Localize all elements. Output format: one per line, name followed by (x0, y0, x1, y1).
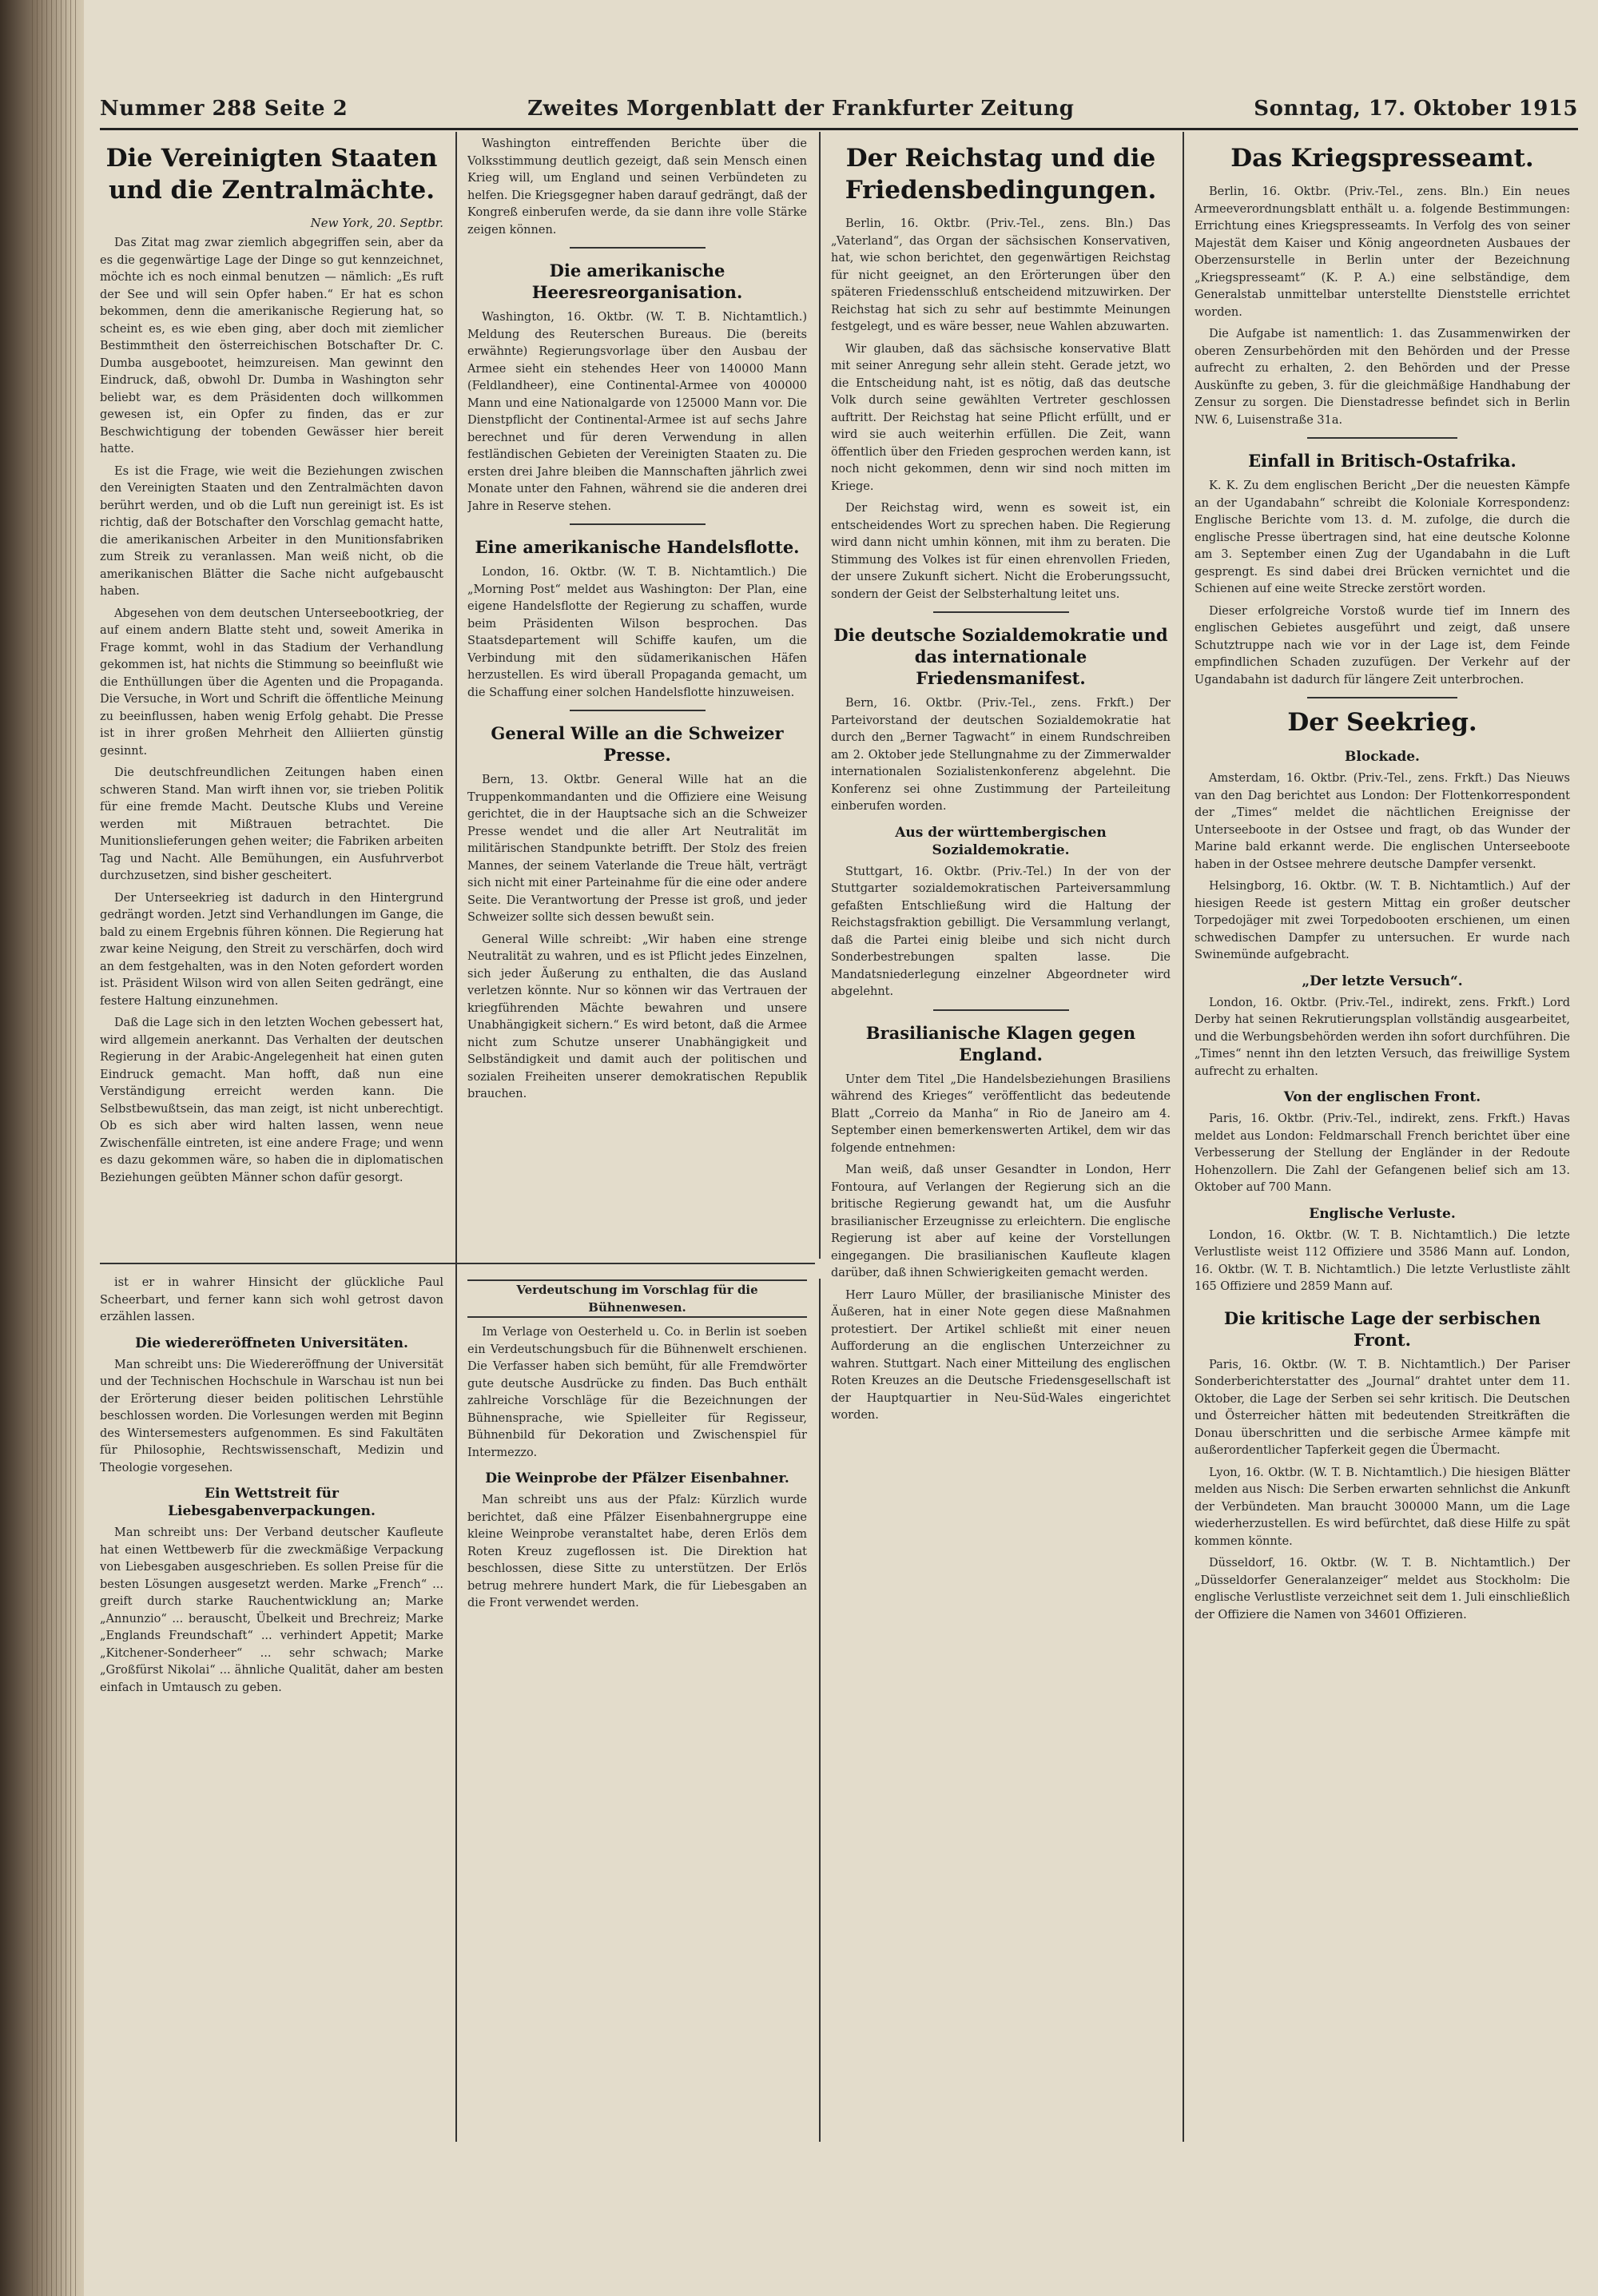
paragraph: London, 16. Oktbr. (W. T. B. Nichtamtlich.) Die „Morning Post“ meldet aus Washington: Der Plan, eine eigene Handelsflotte der Regierung zu schaffen, wurde beim Präsidenten Wilson besprochen. Das Staatsdepartement will Schiffe kaufen, um die Verbindung mit den südamerikanischen Häfen herzustellen. Es wird überall Propaganda gemacht, um die Schaffung einer solchen Handelsflotte hinzuweisen. (467, 566, 807, 699)
dateline: New York, 20. Septbr. (310, 216, 443, 230)
paragraph: K. K. Zu dem englischen Bericht „Der die neuesten Kämpfe an der Ugandabahn“ schreibt die Koloniale Korrespondenz: Englische Berichte vom 13. d. M. zufolge, die durch die englische Presse übertragen sind, hat eine deutsche Kolonne am 3. September einen Zug der Ugandabahn in die Luft gesprengt. Es sind dabei drei Brücken vernichtet und die Schienen auf eine weite Strecke zerstört worden. (1195, 479, 1570, 595)
paragraph: Man schreibt uns aus der Pfalz: Kürzlich wurde berichtet, daß eine Pfälzer Eisenbahnergruppe eine kleine Weinprobe veranstaltet habe, deren Erlös dem Roten Kreuz zugeflossen ist. Die Direktion hat beschlossen, diese Sitte zu unterstützen. Der Erlös betrug mehrere hundert Mark, die für Liebesgaben an die Front verwendet werden. (467, 1494, 807, 1610)
masthead (100, 90, 1578, 130)
newspaper-name: Zweites Morgenblatt der Frankfurter Zeitung (527, 97, 1075, 121)
paragraph: Paris, 16. Oktbr. (Priv.-Tel., indirekt, zens. Frkft.) Havas meldet aus London: Feldmarschall French berichtet über eine Verbesserung der Stellung der Engländer in der Redoute Hohenzollern. Die Zahl der Gefangenen belief sich am 13. Oktober auf 700 Mann. (1195, 1112, 1570, 1194)
paragraph: Abgesehen von dem deutschen Unterseebootkrieg, der auf einem andern Blatte steht und, soweit Amerika in Frage kommt, wohl in das Stadium der Verhandlung gekommen ist, hat nichts die Stimmung so beeinflußt wie die Enthüllungen über die Agenten und die Propaganda. Die Versuche, in Wort und Schrift die öffentliche Meinung zu beeinflussen, haben wenig Erfolg gehabt. Die Presse ist in ihrer großen Mehrheit den Alliierten günstig gesinnt. (100, 607, 443, 758)
paragraph: Der Reichstag wird, wenn es soweit ist, ein entscheidendes Wort zu sprechen haben. Die Regierung wird dann nicht umhin können, mit ihm zu beraten. Die Stimmung des Volkes ist für einen ehrenvollen Frieden, der unsere Zukunft sichert. Nicht die Eroberungssucht, sondern der Geist der Selbsterhaltung leitet uns. (831, 502, 1171, 601)
paragraph: Im Verlage von Oesterheld u. Co. in Berlin ist soeben ein Verdeutschungsbuch für die Bühnenwelt erschienen. Die Verfasser haben sich bemüht, für alle Fremdwörter gute deutsche Ausdrücke zu finden. Das Buch enthält zahlreiche Vorschläge für die Bezeichnungen der Bühnensprache, wie Spielleiter für Regisseur, Bühnenbild für Dekoration und Zwischenspiel für Intermezzo. (467, 1326, 807, 1459)
headline: Der Seekrieg. (1287, 708, 1477, 737)
paragraph: Man weiß, daß unser Gesandter in London, Herr Fontoura, auf Verlangen der Regierung sich an die britische Regierung gewandt hat, um die Ausfuhr brasilianischer Erzeugnisse zu erleichtern. Die englische Regierung ist aber auf keine der Vorstellungen eingegangen. Die brasilianischen Kaufleute klagen darüber, daß ihnen Schwierigkeiten gemacht werden. (831, 1164, 1171, 1279)
paragraph: Düsseldorf, 16. Oktbr. (W. T. B. Nichtamtlich.) Der „Düsseldorfer Generalanzeiger“ meldet aus Stockholm: Die englische Verlustliste verzeichnet seit dem 1. Juli einschließlich der Offiziere die Namen von 34601 Offizieren. (1195, 1557, 1570, 1622)
paragraph: Berlin, 16. Oktbr. (Priv.-Tel., zens. Bln.) Ein neues Armeeverordnungsblatt enthält u. a. folgende Bestimmungen: Errichtung eines Kriegspresseamts. In Verfolg des von seiner Majestät dem Kaiser und König angeordneten Ausbaues der Oberzensurstelle in Berlin unter der Bezeichnung „Kriegspresseamt“ (K. P. A.) eine selbständige, dem Generalstab unmittelbar unterstellte Dienststelle errichtet worden. (1195, 185, 1570, 319)
headline: Die wiedereröffneten Universitäten. (135, 1335, 408, 1351)
paragraph: London, 16. Oktbr. (Priv.-Tel., indirekt, zens. Frkft.) Lord Derby hat seinen Rekrutierungsplan vollständig ausgearbeitet, und die Werbungsbehörden werden ihn sofort durchführen. Die „Times“ nennt ihn den letzten Versuch, das freiwillige System aufrecht zu erhalten. (1195, 996, 1570, 1078)
headline: Verdeutschung im Vorschlag für die Bühnenwesen. (467, 1279, 807, 1318)
column-2 (467, 136, 807, 1255)
paragraph: Unter dem Titel „Die Handelsbeziehungen Brasiliens während des Krieges“ veröffentlicht das bedeutende Blatt „Correio da Manha“ in Rio de Janeiro am 4. September einen bemerkenswerten Artikel, dem wir das folgende entnehmen: (831, 1072, 1171, 1155)
paragraph: Helsingborg, 16. Oktbr. (W. T. B. Nichtamtlich.) Auf der hiesigen Reede ist gestern Mittag ein großer deutscher Torpedojäger mit zwei Torpedobooten erschienen, um einen schwedischen Dampfer zu untersuchen. Er wurde nach Swinemünde aufgebracht. (1195, 880, 1570, 961)
book-spine (0, 0, 96, 2296)
headline: Aus der württembergischen Sozialdemokratie. (895, 824, 1107, 858)
headline: Die Vereinigten Staaten und die Zentralmächte. (105, 144, 438, 205)
paragraph: Die Aufgabe ist namentlich: 1. das Zusammenwirken der oberen Zensurbehörden mit den Behörden und der Presse aufrecht zu erhalten, 2. den Behörden und der Presse Auskünfte zu geben, 3. für die gleichmäßige Handhabung der Zensur zu sorgen. Die Dienstadresse befindet sich in Berlin NW. 6, Luisenstraße 31a. (1195, 328, 1570, 427)
headline: General Wille an die Schweizer Presse. (491, 723, 784, 765)
paragraph: Der Unterseekrieg ist dadurch in den Hintergrund gedrängt worden. Jetzt sind Verhandlungen im Gange, die bald zu einem Ergebnis führen können. Die Regierung hat zwar keine Neigung, den Streit zu verschärfen, doch wird an dem festgehalten, was in den Noten gefordert worden ist. Präsident Wilson wird von allen Seiten gedrängt, eine festere Haltung einzunehmen. (100, 891, 443, 1008)
paragraph: ist er in wahrer Hinsicht der glückliche Paul Scheerbart, und ferner kann sich wohl getrost davon erzählen lassen. (100, 1276, 443, 1323)
feuilleton-left (100, 1275, 443, 2138)
headline: Von der englischen Front. (1283, 1089, 1481, 1105)
divider (570, 523, 706, 525)
headline: Einfall in Britisch-Ostafrika. (1248, 451, 1517, 471)
paragraph: Washington, 16. Oktbr. (W. T. B. Nichtamtlich.) Meldung des Reuterschen Bureaus. Die (bereits erwähnte) Regierungsvorlage über den Ausbau der Armee sieht ein stehendes Heer von 140000 Mann (Feldlandheer), eine Continental-Armee von 400000 Mann und eine Nationalgarde von 125000 Mann vor. Die Dienstpflicht der Continental-Armee ist auf sechs Jahre berechnet und für deren Verwendung in allen festländischen Gebieten der Vereinigten Staaten zu. Die ersten drei Jahre bleiben die Mannschaften jährlich zwei Monate unter den Fahnen, während sie die anderen drei Jahre in Reserve stehen. (467, 311, 807, 513)
divider (933, 1009, 1069, 1011)
feuilleton-rule (100, 1263, 815, 1264)
paragraph: Lyon, 16. Oktbr. (W. T. B. Nichtamtlich.) Die hiesigen Blätter melden aus Nisch: Die Serben erwarten sehnlichst die Ankunft der Verbündeten. Man braucht 300000 Mann, um die Lage wiederherzustellen. Es wird befürchtet, daß diese Hilfe zu spät kommen könnte. (1195, 1466, 1570, 1548)
paragraph: Paris, 16. Oktbr. (W. T. B. Nichtamtlich.) Der Pariser Sonderberichterstatter des „Journal“ drahtet unter dem 11. Oktober, die Lage der Serben sei sehr kritisch. Die Deutschen und Österreicher hätten mit bedeutenden Streitkräften die Donau überschritten und die serbische Armee kämpfe mit außerordentlicher Tapferkeit gegen die Übermacht. (1195, 1358, 1570, 1457)
newspaper-page (84, 0, 1598, 2296)
paragraph: Man schreibt uns: Die Wiedereröffnung der Universität und der Technischen Hochschule in Warschau ist nun bei der Erörterung dieser beiden politischen Lehrstühle beschlossen worden. Die Vorlesungen werden mit Beginn des Wintersemesters aufgenommen. Es sind Fakultäten für Philosophie, Rechtswissenschaft, Medizin und Theologie vorgesehen. (100, 1358, 443, 1474)
column-rule-2b (819, 1279, 821, 2142)
paragraph: General Wille schreibt: „Wir haben eine strenge Neutralität zu wahren, und es ist Pflicht jedes Einzelnen, sich jeder Äußerung zu enthalten, die das Ausland verletzen könnte. Nur so können wir das Vertrauen der kriegführenden Mächte bewahren und unsere Unabhängigkeit sichern.“ Es wird betont, daß die Armee nicht zum Schutze unserer Unabhängigkeit und Selbständigkeit und damit auch der politischen und sozialen Freiheiten unserer demokratischen Republik brauchen. (467, 933, 807, 1100)
divider (1307, 437, 1457, 439)
headline: Die deutsche Sozialdemokratie und das internationale Friedensmanifest. (833, 625, 1168, 688)
column-rule-3 (1183, 132, 1184, 2142)
headline: Die amerikanische Heeresreorganisation. (531, 261, 743, 302)
headline: Der Reichstag und die Friedensbedingungen. (845, 144, 1157, 205)
headline: Ein Wettstreit für Liebesgabenverpackungen. (168, 1486, 376, 1519)
paragraph: Herr Lauro Müller, der brasilianische Minister des Äußeren, hat in einer Note gegen diese Maßnahmen protestiert. Der Artikel schließt mit einer neuen Aufforderung an die englischen Unterzeichner zu wahren. Stuttgart. Nach einer Mitteilung des englischen Roten Kreuzes an die Deutsche Friedensgesellschaft ist der Hauptquartier in Neu-Süd-Wales eingerichtet worden. (831, 1288, 1171, 1422)
column-rule-1 (455, 132, 457, 2142)
paragraph: Amsterdam, 16. Oktbr. (Priv.-Tel., zens. Frkft.) Das Nieuws van den Dag berichtet aus London: Der Flottenkorrespondent der „Times“ meldet die nächtlichen Ereignisse der Unterseeboote in der Ostsee und fragt, ob das Wunder der Marine bald erkannt werde. Die englischen Unterseeboote haben in der Ostsee mehrere deutsche Dampfer versenkt. (1195, 772, 1570, 871)
page-edges (32, 0, 80, 2296)
paragraph: Dieser erfolgreiche Vorstoß wurde tief im Innern des englischen Gebietes ausgeführt und zeigt, daß unsere Schutztruppe nach wie vor in der Lage ist, dem Feinde empfindlichen Schaden zuzufügen. Der Verkehr auf der Ugandabahn ist dadurch für längere Zeit unterbrochen. (1195, 604, 1570, 686)
headline: Brasilianische Klagen gegen England. (865, 1022, 1136, 1064)
paragraph: Daß die Lage sich in den letzten Wochen gebessert hat, wird allgemein anerkannt. Das Verhalten der deutschen Regierung in der Arabic-Angelegenheit hat einen guten Eindruck gemacht. Man hofft, daß nun eine Verständigung erreicht werden kann. Die Selbstbewußtsein, das man zeigt, ist nicht unberechtigt. Ob es sich aber wird halten lassen, wenn neue Zwischenfälle eintreten, ist eine andere Frage; und wenn es dazu gekommen wäre, so haben die in diplomatischen Beziehungen geübten Männer schon dafür gesorgt. (100, 1017, 443, 1184)
headline: Die kritische Lage der serbischen Front. (1223, 1307, 1541, 1350)
column-rule-2 (819, 132, 821, 1259)
column-3 (831, 136, 1171, 2134)
paragraph: Bern, 13. Oktbr. General Wille hat an die Truppenkommandanten und die Offiziere eine Weisung gerichtet, die in der Hauptsache sich an die Schweizer Presse wendet und die aller Art Neutralität im militärischen Standpunkte betrifft. Der Stolz des freien Mannes, der seinem Vaterlande die Treue hält, verträgt sich nicht mit einer Parteinahme für die eine oder andere Seite. Die Verantwortung der Presse ist groß, und jeder Schweizer sollte sich dessen bewußt sein. (467, 774, 807, 924)
headline: Das Kriegspresseamt. (1230, 144, 1534, 173)
headline: Eine amerikanische Handelsflotte. (475, 537, 800, 557)
headline: Die Weinprobe der Pfälzer Eisenbahner. (485, 1470, 789, 1486)
divider (933, 611, 1069, 613)
divider (570, 247, 706, 249)
issue-date: Sonntag, 17. Oktober 1915 (1254, 97, 1578, 121)
column-4 (1195, 136, 1570, 2134)
paragraph: Das Zitat mag zwar ziemlich abgegriffen sein, aber da es die gegenwärtige Lage der Dinge so gut kennzeichnet, möchte ich es noch einmal benutzen — nämlich: „Es ruft der See und will sein Opfer haben.“ Er hat es schon bekommen, denn die amerikanische Regierung hat, so scheint es, es wie eben ging, aber doch mit ziemlicher Bestimmtheit den österreichischen Botschafter Dr. C. Dumba ausgebootet, heimzureisen. Man gewinnt den Eindruck, daß, obwohl Dr. Dumba in Washington sehr beliebt war, es dem Präsidenten doch willkommen gewesen ist, ein Opfer zu finden, das er zur Beschwichtigung der tobenden Gewässer hier bereit hatte. (100, 237, 443, 456)
article-vereinigte-staaten (100, 136, 443, 1255)
paragraph: Die deutschfreundlichen Zeitungen haben einen schweren Stand. Man wirft ihnen vor, sie trieben Politik für eine fremde Macht. Deutsche Klubs und Vereine werden mit Mißtrauen betrachtet. Die Munitionslieferungen gehen weiter; die Fabriken arbeiten Tag und Nacht. Alle Bemühungen, ein Ausfuhrverbot durchzusetzen, sind bisher gescheitert. (100, 766, 443, 882)
divider (570, 710, 706, 711)
paragraph: Stuttgart, 16. Oktbr. (Priv.-Tel.) In der von der Stuttgarter sozialdemokratischen Parteiversammlung gefaßten Entschließung wird die Haltung der Reichstagsfraktion gebilligt. Die Versammlung verlangt, daß die Partei einig bleibe und sich nicht durch Sonderbestrebungen spalten lasse. Die Mandatsniederlegung einzelner Abgeordneter wird abgelehnt. (831, 865, 1171, 998)
paragraph: Berlin, 16. Oktbr. (Priv.-Tel., zens. Bln.) Das „Vaterland“, das Organ der sächsischen Konservativen, hat, wie schon berichtet, den gegenwärtigen Reichstag für nicht geeignet, an den Erörterungen über den späteren Friedensschluß entscheidend mitzuwirken. Der Reichstag hat sich zu sehr auf bestimmte Meinungen festgelegt, und es wäre besser, neue Wahlen abzuwarten. (831, 217, 1171, 333)
paragraph: Es ist die Frage, wie weit die Beziehungen zwischen den Vereinigten Staaten und den Zentralmächten davon berührt werden, und ob die Luft nun gereinigt ist. Es ist richtig, daß der Botschafter den Vorschlag gemacht hatte, die amerikanischen Arbeiter in den Munitionsfabriken zum Streik zu veranlassen. Man weiß nicht, ob die amerikanischen Blätter die Sache nicht aufgebauscht haben. (100, 464, 443, 598)
feuilleton-right (467, 1275, 807, 2138)
subheadline: Blockade. (1345, 749, 1420, 765)
headline: „Der letzte Versuch“. (1302, 973, 1463, 989)
paragraph: Man schreibt uns: Der Verband deutscher Kaufleute hat einen Wettbewerb für die zweckmäßige Verpackung von Liebesgaben ausgeschrieben. Es sollen Preise für die besten Lösungen ausgesetzt werden. Marke „French“ ... greift durch starke Rauchentwicklung an; Marke „Annunzio“ ... berauscht, Übelkeit und Brechreiz; Marke „Englands Freundschaft“ ... verhindert Appetit; Marke „Kitchener-Sonderheer“ ... sehr schwach; Marke „Großfürst Nikolai“ ... ähnliche Qualität, daher am besten einfach in Umtausch zu geben. (100, 1526, 443, 1694)
paragraph: London, 16. Oktbr. (W. T. B. Nichtamtlich.) Die letzte Verlustliste weist 112 Offiziere und 3586 Mann auf. London, 16. Oktbr. (W. T. B. Nichtamtlich.) Die letzte Verlustliste zählt 165 Offiziere und 2859 Mann auf. (1195, 1228, 1570, 1293)
paragraph: Washington eintreffenden Berichte über die Volksstimmung deutlich gezeigt, daß sein Mensch einen Krieg will, um England und seinen Verbündeten zu helfen. Die Kriegsgegner haben darauf gedrängt, daß der Kongreß einberufen werde, da sie dann ihre volle Stärke zeigen können. (467, 137, 807, 237)
divider (1307, 697, 1457, 698)
paragraph: Wir glauben, daß das sächsische konservative Blatt mit seiner Anregung sehr allein steht. Gerade jetzt, wo die Entscheidung naht, ist es nötig, daß das deutsche Volk durch seine gewählten Vertreter geschlossen auftritt. Der Reichstag hat seine Pflicht erfüllt, und er wird sie auch weiterhin erfüllen. Die Zeit, wann öffentlich über den Frieden gesprochen werden kann, ist noch nicht gekommen, denn wir sind noch mitten im Kriege. (831, 342, 1171, 493)
issue-number: Nummer 288 Seite 2 (100, 97, 348, 121)
paragraph: Bern, 16. Oktbr. (Priv.-Tel., zens. Frkft.) Der Parteivorstand der deutschen Sozialdemokratie hat durch den „Berner Tagwacht“ in einem Rundschreiben am 2. Oktober jede Stellungnahme zu der Zimmerwalder internationalen Sozialistenkonferenz abgelehnt. Die Konferenz sei ohne Zustimmung der Parteileitung einberufen worden. (831, 697, 1171, 813)
headline: Englische Verluste. (1309, 1205, 1456, 1222)
